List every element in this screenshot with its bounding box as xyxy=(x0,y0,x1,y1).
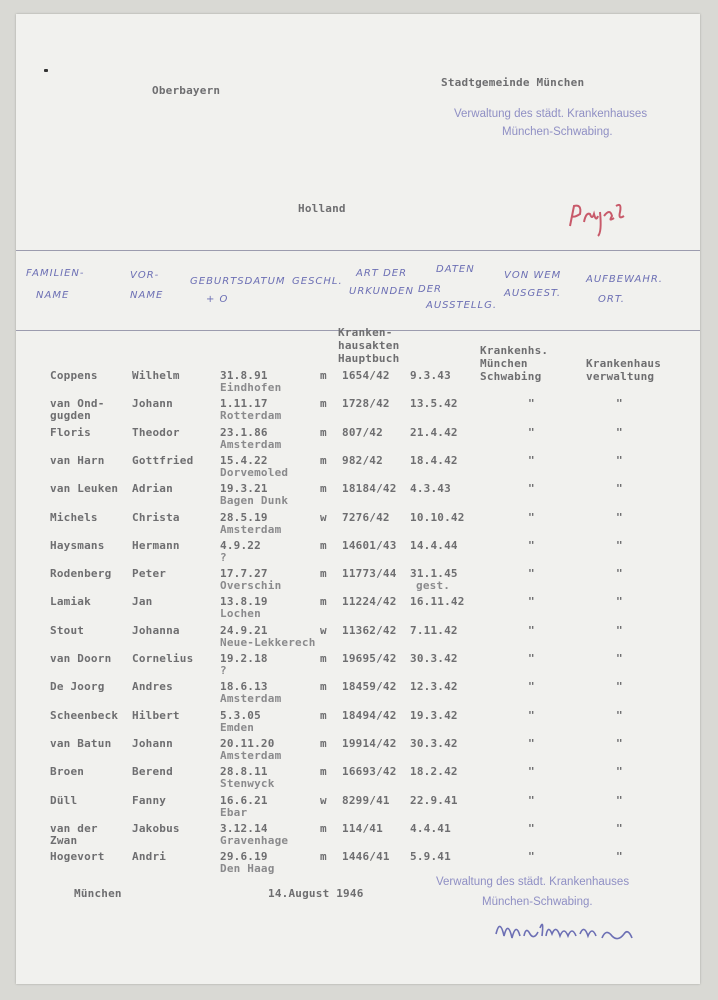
birth-date: 19.3.21 xyxy=(220,482,268,495)
issue-date: 9.3.43 xyxy=(410,369,451,382)
record-number: 19695/42 xyxy=(342,652,397,665)
birth-place: Lochen xyxy=(220,607,261,620)
birth-date: 15.4.22 xyxy=(220,454,268,467)
ditto-issuer: " xyxy=(528,709,535,722)
col-kranken-1: Kranken- xyxy=(338,326,393,339)
issue-date: 22.9.41 xyxy=(410,794,458,807)
birth-date: 24.9.21 xyxy=(220,624,268,637)
birth-date: 18.6.13 xyxy=(220,680,268,693)
hw-daten-2: DER xyxy=(418,284,442,295)
sex: m xyxy=(320,482,327,495)
ditto-issuer: " xyxy=(528,680,535,693)
ditto-issuer: " xyxy=(528,624,535,637)
family-name: van der xyxy=(50,822,98,835)
record-number: 18459/42 xyxy=(342,680,397,693)
country-title: Holland xyxy=(298,202,346,215)
birth-place: ? xyxy=(220,664,227,677)
record-number: 114/41 xyxy=(342,822,383,835)
record-number: 19914/42 xyxy=(342,737,397,750)
ditto-storage: " xyxy=(616,539,623,552)
family-name: Hogevort xyxy=(50,850,105,863)
ditto-storage: " xyxy=(616,765,623,778)
signature xyxy=(490,912,650,952)
ditto-storage: " xyxy=(616,822,623,835)
issue-date: 4.4.41 xyxy=(410,822,451,835)
birth-place: Amsterdam xyxy=(220,523,282,536)
family-name: van Doorn xyxy=(50,652,112,665)
issue-date: 19.3.42 xyxy=(410,709,458,722)
record-number: 14601/43 xyxy=(342,539,397,552)
issue-date: 30.3.42 xyxy=(410,652,458,665)
record-number: 11773/44 xyxy=(342,567,397,580)
family-name: De Joorg xyxy=(50,680,105,693)
col-krankenhs-1: Krankenhs. xyxy=(480,344,549,357)
birth-date: 13.8.19 xyxy=(220,595,268,608)
ditto-storage: " xyxy=(616,397,623,410)
first-name: Johann xyxy=(132,737,173,750)
record-number: 11224/42 xyxy=(342,595,397,608)
record-number: 8299/41 xyxy=(342,794,390,807)
birth-place: Overschin xyxy=(220,579,282,592)
header-top-rule xyxy=(16,250,700,251)
ditto-issuer: " xyxy=(528,567,535,580)
birth-date: 4.9.22 xyxy=(220,539,261,552)
ditto-issuer: " xyxy=(528,822,535,835)
issue-date: 5.9.41 xyxy=(410,850,451,863)
col-kranken-2: hausakten xyxy=(338,339,400,352)
region-label: Oberbayern xyxy=(152,84,221,97)
birth-date: 23.1.86 xyxy=(220,426,268,439)
family-name: Lamiak xyxy=(50,595,91,608)
first-name: Christa xyxy=(132,511,180,524)
hw-familienname-2: NAME xyxy=(36,290,70,301)
birth-date: 19.2.18 xyxy=(220,652,268,665)
hw-vonwem-2: AUSGEST. xyxy=(504,288,562,299)
footer-date: 14.August 1946 xyxy=(268,887,364,900)
issue-note: gest. xyxy=(416,579,451,592)
first-name: Peter xyxy=(132,567,167,580)
first-name: Andri xyxy=(132,850,167,863)
header-stamp-line1: Verwaltung des städt. Krankenhauses xyxy=(454,108,648,120)
sex: w xyxy=(320,624,327,637)
hw-daten-1: DATEN xyxy=(436,264,475,275)
record-number: 1446/41 xyxy=(342,850,390,863)
birth-date: 28.8.11 xyxy=(220,765,268,778)
hw-geburtsdatum-2: + O xyxy=(206,294,229,305)
family-name: van Batun xyxy=(50,737,112,750)
ditto-storage: " xyxy=(616,595,623,608)
sex: w xyxy=(320,794,327,807)
ditto-issuer: " xyxy=(528,794,535,807)
first-name: Jan xyxy=(132,595,153,608)
birth-place: Amsterdam xyxy=(220,692,282,705)
issue-date: 14.4.44 xyxy=(410,539,458,552)
birth-place: Ebar xyxy=(220,806,248,819)
sex: m xyxy=(320,369,327,382)
hw-geburtsdatum-1: GEBURTSDATUM xyxy=(190,276,286,287)
family-name-cont: Zwan xyxy=(50,834,78,847)
ditto-issuer: " xyxy=(528,737,535,750)
footer-stamp-line2: München-Schwabing. xyxy=(482,896,593,908)
birth-place: ? xyxy=(220,551,227,564)
ditto-storage: " xyxy=(616,652,623,665)
col-krankenhs-3: Schwabing xyxy=(480,370,542,383)
birth-place: Emden xyxy=(220,721,255,734)
birth-place: Bagen Dunk xyxy=(220,494,289,507)
record-number: 982/42 xyxy=(342,454,383,467)
ditto-issuer: " xyxy=(528,850,535,863)
birth-date: 16.6.21 xyxy=(220,794,268,807)
first-name: Cornelius xyxy=(132,652,194,665)
issue-date: 12.3.42 xyxy=(410,680,458,693)
municipality-label: Stadtgemeinde München xyxy=(441,76,585,89)
birth-date: 20.11.20 xyxy=(220,737,275,750)
family-name: Stout xyxy=(50,624,85,637)
family-name: Floris xyxy=(50,426,91,439)
issue-date: 7.11.42 xyxy=(410,624,458,637)
birth-place: Rotterdam xyxy=(220,409,282,422)
ditto-storage: " xyxy=(616,511,623,524)
ditto-issuer: " xyxy=(528,595,535,608)
hw-art-1: ART DER xyxy=(356,268,408,279)
hw-vonwem-1: VON WEM xyxy=(504,270,562,281)
first-name: Andres xyxy=(132,680,173,693)
birth-place: Dorvemoled xyxy=(220,466,289,479)
first-name: Johanna xyxy=(132,624,180,637)
family-name: van Leuken xyxy=(50,482,119,495)
ditto-issuer: " xyxy=(528,397,535,410)
col-krankenhaus-2: verwaltung xyxy=(586,370,655,383)
ink-dot xyxy=(44,69,48,72)
sex: m xyxy=(320,595,327,608)
ditto-issuer: " xyxy=(528,511,535,524)
red-pencil-mark xyxy=(564,192,634,242)
hw-vorname-2: NAME xyxy=(130,290,164,301)
header-stamp-line2: München-Schwabing. xyxy=(502,126,613,138)
issue-date: 31.1.45 xyxy=(410,567,458,580)
ditto-storage: " xyxy=(616,794,623,807)
ditto-storage: " xyxy=(616,482,623,495)
first-name: Jakobus xyxy=(132,822,180,835)
family-name: Düll xyxy=(50,794,78,807)
ditto-issuer: " xyxy=(528,454,535,467)
issue-date: 13.5.42 xyxy=(410,397,458,410)
birth-place: Stenwyck xyxy=(220,777,275,790)
footer-stamp-line1: Verwaltung des städt. Krankenhauses xyxy=(436,876,630,888)
ditto-storage: " xyxy=(616,454,623,467)
ditto-storage: " xyxy=(616,567,623,580)
birth-place: Neue-Lekkerech xyxy=(220,636,316,649)
record-number: 1728/42 xyxy=(342,397,390,410)
sex: m xyxy=(320,709,327,722)
issue-date: 16.11.42 xyxy=(410,595,465,608)
ditto-issuer: " xyxy=(528,539,535,552)
issue-date: 4.3.43 xyxy=(410,482,451,495)
birth-place: Amsterdam xyxy=(220,438,282,451)
birth-date: 1.11.17 xyxy=(220,397,268,410)
family-name: Broen xyxy=(50,765,85,778)
sex: m xyxy=(320,652,327,665)
family-name: Haysmans xyxy=(50,539,105,552)
first-name: Adrian xyxy=(132,482,173,495)
document-sheet xyxy=(16,14,700,984)
record-number: 16693/42 xyxy=(342,765,397,778)
ditto-storage: " xyxy=(616,680,623,693)
sex: m xyxy=(320,737,327,750)
sex: m xyxy=(320,822,327,835)
hw-aufbewahr-1: AUFBEWAHR. xyxy=(586,274,663,285)
issue-date: 30.3.42 xyxy=(410,737,458,750)
birth-date: 17.7.27 xyxy=(220,567,268,580)
record-number: 7276/42 xyxy=(342,511,390,524)
first-name: Wilhelm xyxy=(132,369,180,382)
ditto-issuer: " xyxy=(528,765,535,778)
hw-daten-3: AUSSTELLG. xyxy=(426,300,497,311)
footer-place: München xyxy=(74,887,122,900)
hw-aufbewahr-2: ORT. xyxy=(598,294,625,305)
col-krankenhaus-1: Krankenhaus xyxy=(586,357,662,370)
birth-date: 5.3.05 xyxy=(220,709,261,722)
hw-vorname-1: VOR- xyxy=(130,270,160,281)
record-number: 807/42 xyxy=(342,426,383,439)
birth-date: 29.6.19 xyxy=(220,850,268,863)
record-number: 18184/42 xyxy=(342,482,397,495)
first-name: Berend xyxy=(132,765,173,778)
record-number: 11362/42 xyxy=(342,624,397,637)
birth-place: Gravenhage xyxy=(220,834,289,847)
ditto-issuer: " xyxy=(528,652,535,665)
hw-art-2: URKUNDEN xyxy=(349,286,414,297)
family-name: van Harn xyxy=(50,454,105,467)
issue-date: 18.2.42 xyxy=(410,765,458,778)
birth-date: 28.5.19 xyxy=(220,511,268,524)
first-name: Johann xyxy=(132,397,173,410)
first-name: Hermann xyxy=(132,539,180,552)
sex: m xyxy=(320,539,327,552)
col-kranken-3: Hauptbuch xyxy=(338,352,400,365)
ditto-storage: " xyxy=(616,709,623,722)
sex: m xyxy=(320,765,327,778)
issue-date: 21.4.42 xyxy=(410,426,458,439)
record-number: 1654/42 xyxy=(342,369,390,382)
col-krankenhs-2: München xyxy=(480,357,528,370)
ditto-storage: " xyxy=(616,624,623,637)
family-name: Coppens xyxy=(50,369,98,382)
family-name: Rodenberg xyxy=(50,567,112,580)
sex: m xyxy=(320,454,327,467)
sex: m xyxy=(320,426,327,439)
birth-date: 3.12.14 xyxy=(220,822,268,835)
ditto-storage: " xyxy=(616,737,623,750)
hw-familienname-1: FAMILIEN- xyxy=(26,268,85,279)
family-name: Scheenbeck xyxy=(50,709,119,722)
first-name: Fanny xyxy=(132,794,167,807)
family-name: Michels xyxy=(50,511,98,524)
birth-date: 31.8.91 xyxy=(220,369,268,382)
birth-place: Den Haag xyxy=(220,862,275,875)
hw-geschl: GESCHL. xyxy=(292,276,343,287)
ditto-issuer: " xyxy=(528,426,535,439)
birth-place: Amsterdam xyxy=(220,749,282,762)
sex: m xyxy=(320,567,327,580)
family-name-cont: gugden xyxy=(50,409,91,422)
first-name: Gottfried xyxy=(132,454,194,467)
sex: m xyxy=(320,680,327,693)
first-name: Hilbert xyxy=(132,709,180,722)
birth-place: Eindhofen xyxy=(220,381,282,394)
first-name: Theodor xyxy=(132,426,180,439)
sex: m xyxy=(320,850,327,863)
ditto-storage: " xyxy=(616,426,623,439)
ditto-issuer: " xyxy=(528,482,535,495)
issue-date: 10.10.42 xyxy=(410,511,465,524)
ditto-storage: " xyxy=(616,850,623,863)
sex: w xyxy=(320,511,327,524)
family-name: van Ond- xyxy=(50,397,105,410)
sex: m xyxy=(320,397,327,410)
issue-date: 18.4.42 xyxy=(410,454,458,467)
record-number: 18494/42 xyxy=(342,709,397,722)
